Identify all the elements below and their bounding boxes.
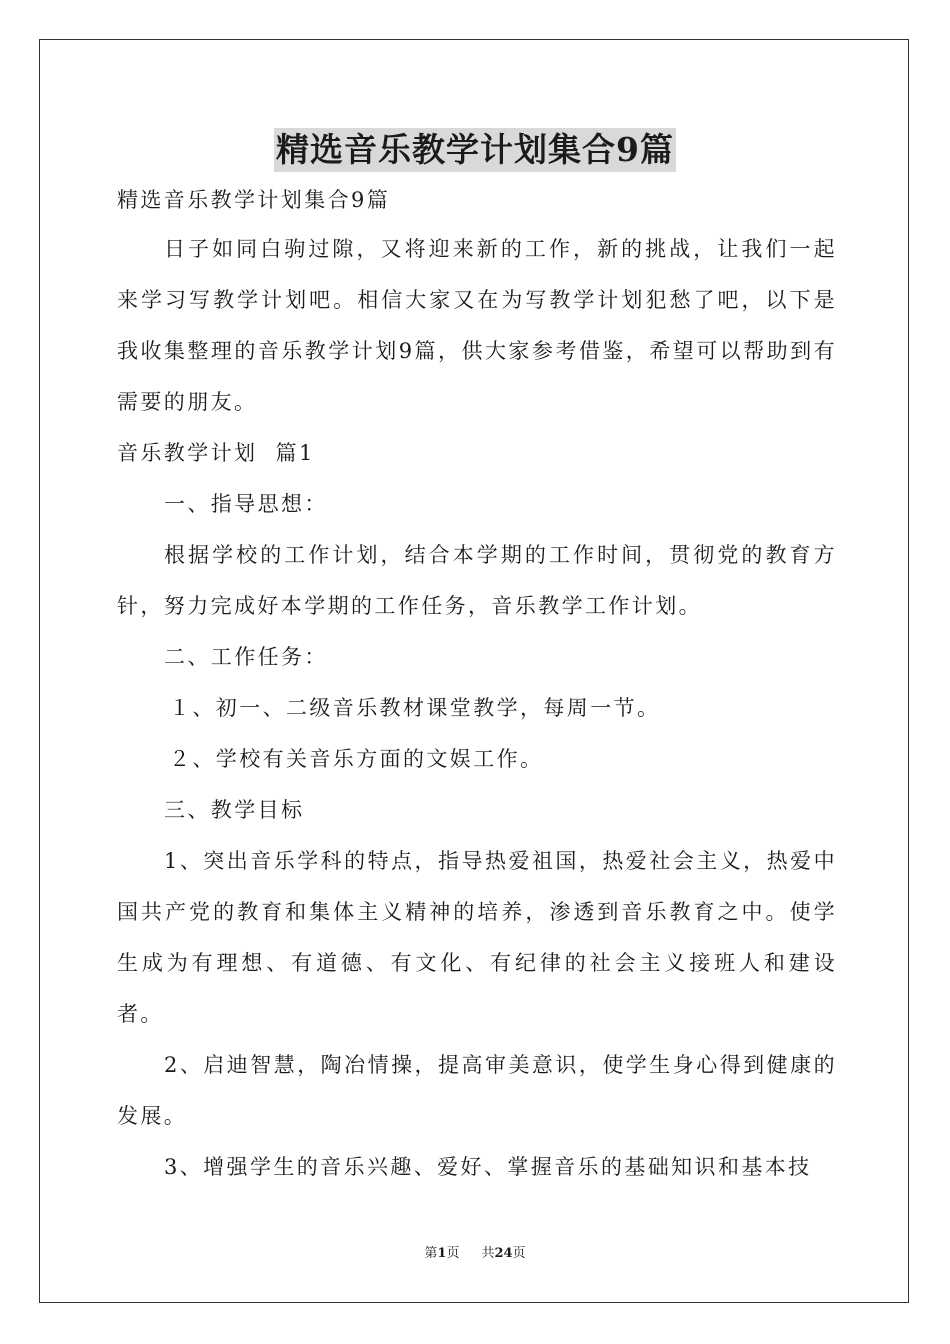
total-pages: 24 [494,1246,513,1261]
heading-guiding-thought: 一、指导思想： [164,492,328,516]
document-body [117,180,837,1193]
page-suffix: 页 [446,1246,460,1261]
heading-work-tasks: 二、工作任务： [164,645,328,669]
page-prefix: 第 [424,1246,438,1261]
goal-paragraph-3: 3、增强学生的音乐兴趣、爱好、掌握音乐的基础知识和基本技 [164,1155,812,1179]
paragraph-guiding-thought: 根据学校的工作计划，结合本学期的工作时间，贯彻党的教育方针，努力完成好本学期的工作任务，音乐教学工作计划。 [117,543,837,618]
subtitle: 精选音乐教学计划集合9篇 [117,188,391,212]
total-prefix: 共 [481,1246,495,1261]
task-item-2: ２、学校有关音乐方面的文娱工作。 [169,747,544,771]
heading-teaching-goals: 三、教学目标 [164,798,305,822]
page-footer [0,1245,950,1263]
page-number: 1 [437,1246,447,1261]
goal-paragraph-1: 1、突出音乐学科的特点，指导热爱祖国，热爱社会主义，热爱中国共产党的教育和集体主义精神的培养，渗透到音乐教育之中。使学生成为有理想、有道德、有文化、有纪律的社会主义接班人和建设者。 [117,849,837,1026]
task-item-1: １、初一、二级音乐教材课堂教学，每周一节。 [169,696,661,720]
total-suffix: 页 [512,1246,526,1261]
title-container [0,128,950,172]
page-title: 精选音乐教学计划集合9篇 [274,128,676,172]
intro-paragraph: 日子如同白驹过隙，又将迎来新的工作，新的挑战，让我们一起来学习写教学计划吧。相信大家又在为写教学计划犯愁了吧，以下是我收集整理的音乐教学计划9篇，供大家参考借鉴，希望可以帮助到有需要的朋友。 [117,237,837,414]
section-title: 音乐教学计划 篇1 [117,441,315,465]
goal-paragraph-2: 2、启迪智慧，陶冶情操，提高审美意识，使学生身心得到健康的发展。 [117,1053,837,1128]
